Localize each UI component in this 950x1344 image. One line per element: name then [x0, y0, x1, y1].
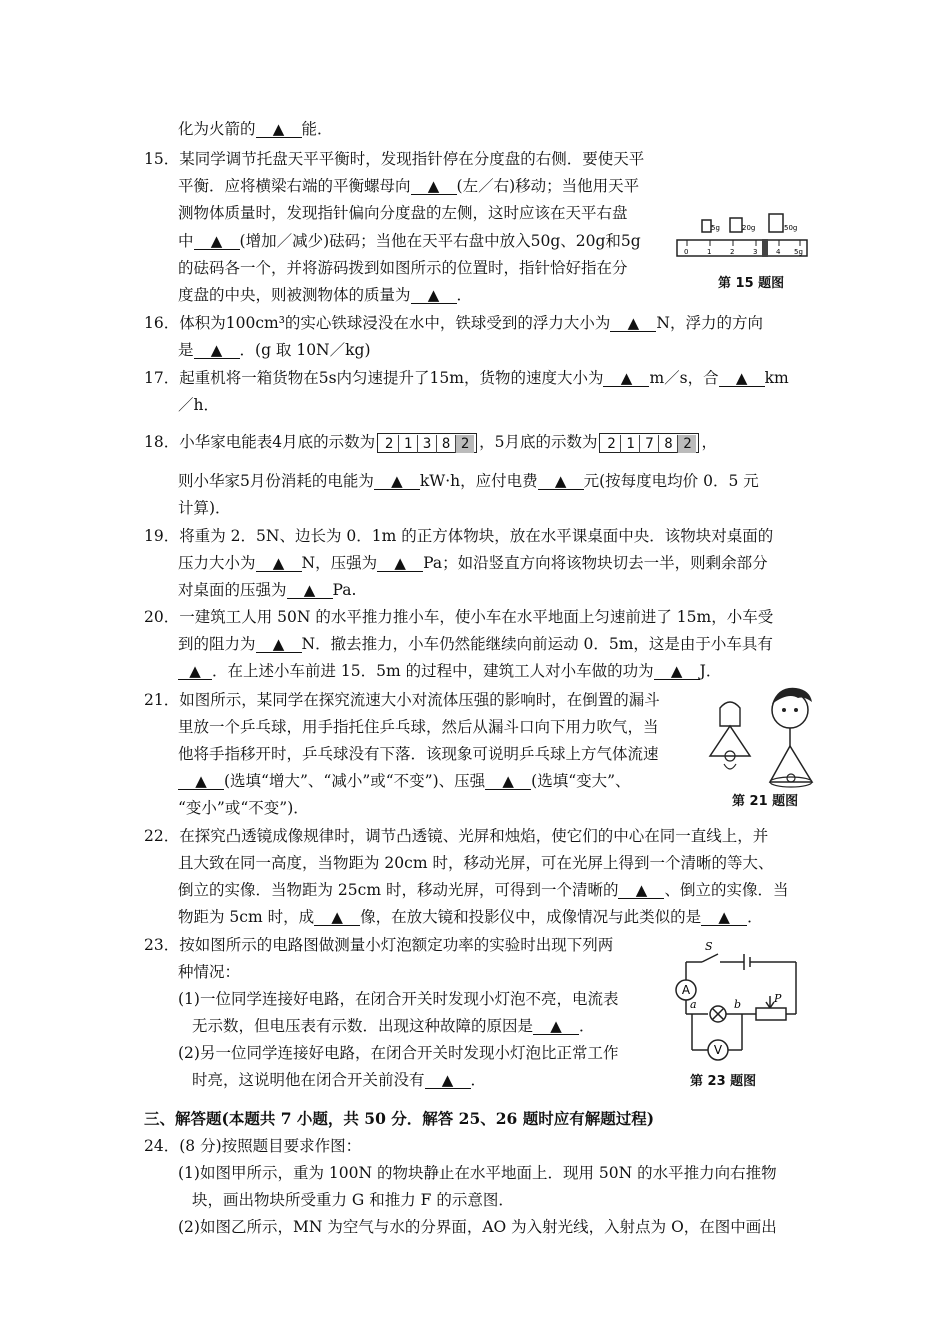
- q18-line3: 计算)．: [178, 499, 231, 517]
- q23-line2: 种情况：: [178, 963, 241, 981]
- q21-line2: 里放一个乒乓球，用手指托住乒乓球，然后从漏斗口向下用力吹气，当: [178, 718, 659, 736]
- q21-line4: ▲ (选填“增大”、“减小”或“不变”)、压强 ▲ (选填“变大”、: [178, 771, 631, 791]
- point-b-label: b: [734, 998, 742, 1011]
- q16-line2: 是 ▲ ．(g 取 10N／kg): [178, 341, 371, 359]
- circuit-diagram: [660, 940, 810, 1070]
- q23-line6: 时亮，这说明他在闭合开关前没有 ▲ ．: [192, 1071, 487, 1089]
- q19-line2: 压力大小为 ▲ N，压强为 ▲ Pa；如沿竖直方向将该物块切去一半，则剩余部分: [178, 554, 768, 572]
- answer-blank[interactable]: ▲: [485, 773, 531, 790]
- q21-figure: [700, 686, 830, 810]
- scale-tick-label: 2: [730, 248, 735, 256]
- q21-line5: “变小”或“不变”)．: [178, 799, 309, 817]
- q15-figure: [674, 210, 810, 290]
- q20-line3: ▲ ．在上述小车前进 15．5m 的过程中，建筑工人对小车做的功为 ▲ J．: [178, 661, 721, 681]
- weight-label: 50g: [784, 224, 798, 232]
- figure-caption: 第 15 题图: [718, 276, 785, 291]
- q21-line3: 他将手指移开时，乒乓球没有下落．该现象可说明乒乓球上方气体流速: [178, 745, 659, 763]
- answer-blank[interactable]: ▲: [178, 663, 212, 680]
- point-a-label: a: [690, 998, 697, 1011]
- answer-blank[interactable]: ▲: [411, 178, 457, 195]
- electric-meter-april: 2 1 3 8 2: [377, 433, 477, 453]
- electric-meter-may: 2 1 7 8 2: [599, 433, 699, 453]
- answer-blank[interactable]: ▲: [654, 663, 700, 680]
- figure-caption: 第 23 题图: [690, 1074, 757, 1089]
- q23-line3: (1)一位同学连接好电路，在闭合开关时发现小灯泡不亮，电流表: [178, 990, 619, 1008]
- q15-line1: 15．某同学调节托盘天平平衡时，发现指针停在分度盘的右侧．要使天平: [144, 150, 645, 168]
- section-heading: 三、解答题(本题共 7 小题，共 50 分．解答 25、26 题时应有解题过程): [144, 1109, 655, 1128]
- q17-line1: 17．起重机将一箱货物在5s内匀速提升了15m，货物的速度大小为 ▲ m／s，合 ▲ km: [144, 369, 789, 387]
- answer-blank[interactable]: ▲: [194, 233, 240, 250]
- q20-line1: 20．一建筑工人用 50N 的水平推力推小车，使小车在水平地面上匀速前进了 15m，小车受: [144, 608, 774, 626]
- scale-tick-label: 3: [753, 248, 758, 256]
- q24-line2: (1)如图甲所示，重为 100N 的物块静止在水平地面上．现用 50N 的水平推力向右推物: [178, 1164, 777, 1182]
- answer-blank[interactable]: ▲: [256, 636, 302, 653]
- figure-caption: 第 21 题图: [732, 794, 799, 809]
- q17-line2: ／h．: [178, 396, 219, 414]
- answer-blank[interactable]: ▲: [377, 555, 423, 572]
- q15-line4: 中 ▲ (增加／减少)砝码；当他在天平右盘中放入50g、20g和5g: [178, 232, 641, 250]
- q22-line4: 物距为 5cm 时，成 ▲ 像，在放大镜和投影仪中，成像情况与此类似的是 ▲ ．: [178, 908, 763, 926]
- q15-line5: 的砝码各一个，并将游码拨到如图所示的位置时，指针恰好指在分: [178, 259, 628, 277]
- q15-line2: 平衡．应将横梁右端的平衡螺母向 ▲ (左／右)移动；当他用天平: [178, 177, 640, 195]
- answer-blank[interactable]: ▲: [701, 909, 747, 926]
- answer-blank[interactable]: ▲: [618, 882, 664, 899]
- answer-blank[interactable]: ▲: [178, 773, 224, 790]
- q22-line3: 倒立的实像．当物距为 25cm 时，移动光屏，可得到一个清晰的 ▲ 、倒立的实像．当: [178, 881, 789, 899]
- q22-line1: 22．在探究凸透镜成像规律时，调节凸透镜、光屏和烛焰，使它们的中心在同一直线上，并: [144, 827, 769, 845]
- scale-tick-label: 0: [684, 248, 689, 256]
- answer-blank[interactable]: ▲: [374, 473, 420, 490]
- q18-line1: 18．小华家电能表4月底的示数为 2 1 3 8 2 ，5月底的示数为 2 1 7 8 2 ，: [144, 433, 717, 452]
- answer-blank[interactable]: ▲: [194, 342, 240, 359]
- q15-line6: 度盘的中央，则被测物体的质量为 ▲ ．: [178, 286, 473, 304]
- scale-tick-label: 5g: [794, 248, 803, 256]
- q22-line2: 且大致在同一高度，当物距为 20cm 时，移动光屏，可在光屏上得到一个清晰的等大、: [178, 854, 774, 872]
- answer-blank[interactable]: ▲: [256, 121, 302, 138]
- answer-blank[interactable]: ▲: [425, 1072, 471, 1089]
- ammeter-label: A: [681, 983, 691, 997]
- answer-blank[interactable]: ▲: [287, 582, 333, 599]
- funnel-blowing-figure: [700, 686, 830, 790]
- q24-line4: (2)如图乙所示，MN 为空气与水的分界面，AO 为入射光线，入射点为 O，在图中画出: [178, 1218, 777, 1236]
- q19-line1: 19．将重为 2．5N、边长为 0．1m 的正方体物块，放在水平课桌面中央．该物块对桌面的: [144, 527, 774, 545]
- scale-tick-label: 1: [707, 248, 712, 256]
- weight-label: 20g: [742, 224, 756, 232]
- q20-line2: 到的阻力为 ▲ N．撤去推力，小车仍然能继续向前运动 0．5m，这是由于小车具有: [178, 635, 773, 653]
- q23-line4: 无示数，但电压表有示数．出现这种故障的原因是 ▲ ．: [192, 1017, 595, 1035]
- answer-blank[interactable]: ▲: [603, 370, 649, 387]
- q23-figure: [660, 940, 810, 1090]
- answer-blank[interactable]: ▲: [538, 473, 584, 490]
- answer-blank[interactable]: ▲: [256, 555, 302, 572]
- q14-tail: 化为火箭的 ▲ 能．: [178, 120, 333, 138]
- answer-blank[interactable]: ▲: [314, 909, 360, 926]
- voltmeter-label: V: [713, 1043, 723, 1057]
- switch-label: S: [705, 940, 713, 953]
- slider-p-label: P: [774, 992, 782, 1005]
- q21-line1: 21．如图所示，某同学在探究流速大小对流体压强的影响时，在倒置的漏斗: [144, 691, 660, 709]
- answer-blank[interactable]: ▲: [533, 1018, 579, 1035]
- answer-blank[interactable]: ▲: [610, 315, 656, 332]
- answer-blank[interactable]: ▲: [411, 287, 457, 304]
- q18-line2: 则小华家5月份消耗的电能为 ▲ kW·h，应付电费 ▲ 元(按每度电均价 0．5 元: [178, 472, 759, 490]
- weight-label: 5g: [711, 224, 720, 232]
- answer-blank[interactable]: ▲: [719, 370, 765, 387]
- q19-line3: 对桌面的压强为 ▲ Pa.: [178, 581, 357, 599]
- q24-line3: 块，画出物块所受重力 G 和推力 F 的示意图．: [192, 1191, 514, 1209]
- q15-line3: 测物体质量时，发现指针偏向分度盘的左侧，这时应该在天平右盘: [178, 204, 628, 222]
- q23-line5: (2)另一位同学连接好电路，在闭合开关时发现小灯泡比正常工作: [178, 1044, 619, 1062]
- q23-line1: 23．按如图所示的电路图做测量小灯泡额定功率的实验时出现下列两: [144, 936, 614, 954]
- q16-line1: 16．体积为100cm³的实心铁球浸没在水中，铁球受到的浮力大小为 ▲ N，浮力的方向: [144, 314, 763, 332]
- scale-tick-label: 4: [776, 248, 781, 256]
- q24-line1: 24．(8 分)按照题目要求作图：: [144, 1137, 362, 1155]
- balance-weights-figure: [674, 210, 810, 272]
